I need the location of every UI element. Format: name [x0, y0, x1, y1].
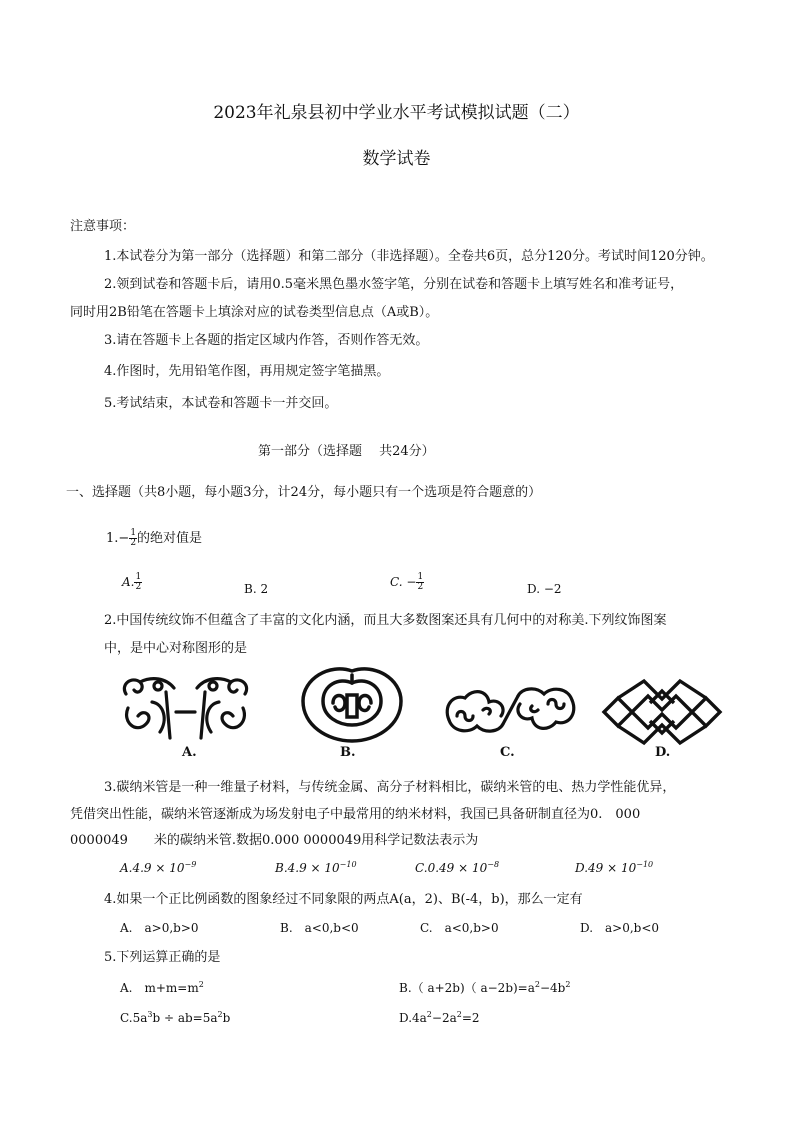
q4-option-a[interactable]: A. a>0,b>0 [120, 921, 199, 935]
exam-subtitle: 数学试卷 [362, 149, 431, 169]
q4-option-d[interactable]: D. a>0,b<0 [580, 921, 660, 935]
pattern-c-image[interactable] [443, 680, 578, 740]
pattern-a-label: A. [182, 745, 197, 760]
q1-option-b[interactable]: B. 2 [244, 582, 269, 596]
note-item: 1.本试卷分为第一部分（选择题）和第二部分（非选择题）。全卷共6页，总分120分。考试时间120分钟。 [104, 249, 714, 264]
pattern-c-label: C. [500, 745, 515, 760]
note-item: 同时用2B铅笔在答题卡上填涂对应的试卷类型信息点（A或B）。 [70, 305, 439, 320]
q1-option-a[interactable]: A. $\frac{1}{2}$ [122, 572, 142, 592]
q1-option-c[interactable]: C. − $\frac{1}{2}$ [390, 572, 424, 592]
q5-option-a[interactable]: A. $m+m=m^2$ [120, 980, 204, 995]
section-heading: 一、选择题（共8小题，每小题3分，计24分，每小题只有一个选项是符合题意的） [66, 485, 542, 500]
q3-stem-line2: 凭借突出性能，碳纳米管逐渐成为场发射电子中最常用的纳米材料，我国已具备研制直径为0. 000 [70, 807, 641, 822]
pattern-d-image[interactable] [600, 683, 724, 741]
q3-stem-line3: 0000049 米的碳纳米管.数据0.000 0000049用科学记数法表示为 [70, 833, 479, 848]
q3-option-d[interactable]: $D.49 \times 10^{-10}$ [575, 860, 654, 875]
q1-option-d[interactable]: D. −2 [527, 582, 562, 596]
q3-option-c[interactable]: $C.0.49 \times 10^{-8}$ [415, 860, 500, 875]
pattern-b-image[interactable] [297, 665, 407, 745]
q4-stem: 4.如果一个正比例函数的图象经过不同象限的两点A(a，2)、B(-4，b)，那么一定有 [104, 892, 583, 907]
note-item: 3.请在答题卡上各题的指定区域内作答，否则作答无效。 [104, 333, 429, 348]
q4-option-b[interactable]: B. a<0,b<0 [280, 921, 359, 935]
pattern-b-label: B. [340, 745, 356, 760]
q3-option-a[interactable]: $A.4.9 \times 10^{-9}$ [120, 860, 197, 875]
note-item: 4.作图时，先用铅笔作图，再用规定签字笔描黑。 [104, 364, 390, 379]
q1-stem: 1.− $\frac{1}{2}$ 的绝对值是 [106, 528, 203, 548]
q5-option-c[interactable]: $C.5a^3b \div ab=5a^2b$ [120, 1010, 231, 1025]
q2-stem-line1: 2.中国传统纹饰不但蕴含了丰富的文化内涵，而且大多数图案还具有几何中的对称美.下列纹饰图案 [104, 613, 667, 628]
q5-option-d[interactable]: $D.4a^2-2a^2=2$ [399, 1010, 480, 1025]
q3-stem-line1: 3.碳纳米管是一种一维量子材料，与传统金属、高分子材料相比，碳纳米管的电、热力学性能优异， [104, 780, 676, 795]
part1-heading: 第一部分（选择题 共24分） [258, 444, 435, 459]
pattern-a-image[interactable] [118, 672, 253, 742]
q5-option-b[interactable]: B.（ a+2b)（ $a-2b)=a^2-4b^2$ [399, 980, 571, 995]
notes-heading: 注意事项： [70, 219, 136, 234]
q4-option-c[interactable]: C. a<0,b>0 [420, 921, 499, 935]
note-item: 2.领到试卷和答题卡后，请用0.5毫米黑色墨水签字笔，分别在试卷和答题卡上填写姓名和准考证号， [104, 277, 684, 292]
q5-stem: 5.下列运算正确的是 [104, 950, 221, 965]
q3-option-b[interactable]: $B.4.9 \times 10^{-10}$ [275, 860, 357, 875]
note-item: 5.考试结束，本试卷和答题卡一并交回。 [104, 396, 338, 411]
exam-title: 2023年礼泉县初中学业水平考试模拟试题（二） [213, 103, 580, 123]
q2-stem-line2: 中，是中心对称图形的是 [104, 641, 248, 656]
pattern-d-label: D. [655, 745, 671, 760]
